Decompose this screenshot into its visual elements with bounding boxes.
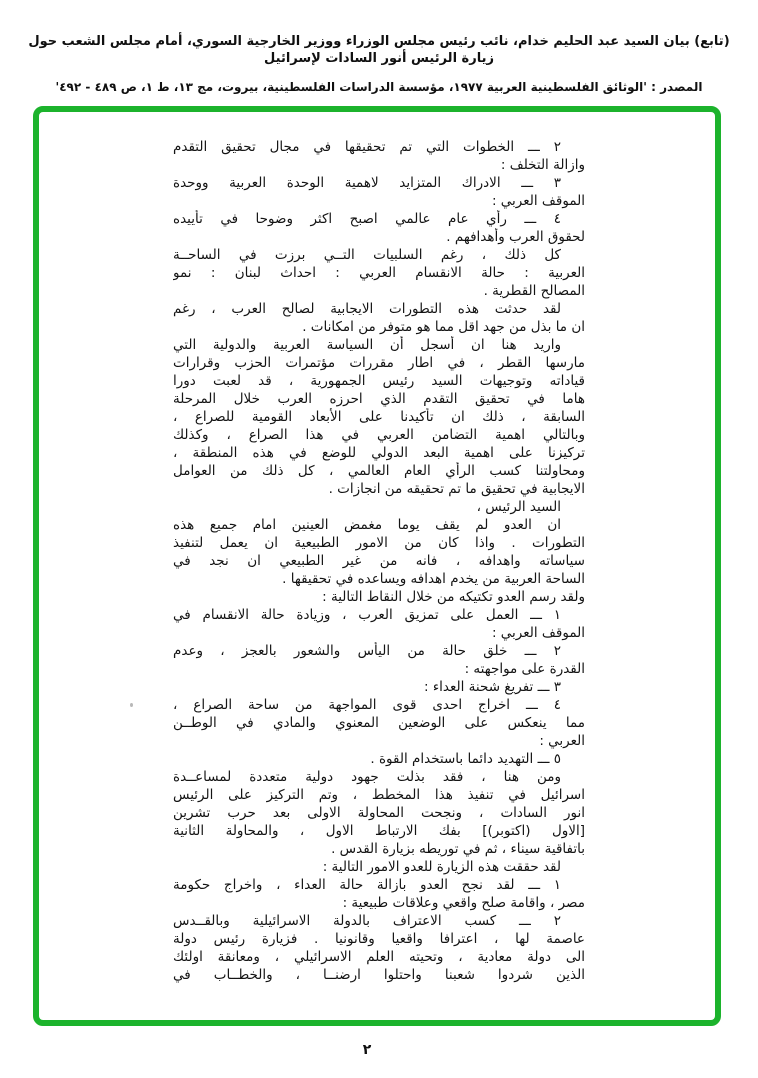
text-line: ١ ـــ العمل على تمزيق العرب ، وزيادة حالة الانقسام في xyxy=(173,607,561,623)
text-line: [الاول (اكتوبر)] بفك الارتباط الاول ، والمحاولة الثانية xyxy=(173,823,585,839)
text-line: مارسها القطر ، في اطار مقررات مؤتمرات الحزب وقرارات xyxy=(173,355,585,371)
text-line: الايجابية في تحقيق ما تم تحقيقه من انجازات . xyxy=(328,481,585,497)
header-title: (تابع) بيان السيد عبد الحليم خدام، نائب رئيس مجلس الوزراء ووزير الخارجية السوري، أمام مجلس الشعب حول زيارة الرئيس أنور السادات لإسرائيل xyxy=(28,34,730,66)
text-line: ومن هنا ، فقد بذلت جهود دولية متعددة لمساعــدة xyxy=(173,769,561,785)
text-line: سياساته واهدافه ، فانه من غير الطبيعي ان نجد في xyxy=(173,553,585,569)
text-line: العربي : xyxy=(539,733,585,749)
text-line: السيد الرئيس ، xyxy=(476,499,561,515)
text-line: هاما في تحقيق التقدم الذي احرزه العرب خلال المرحلة xyxy=(173,391,585,407)
text-line: تركيزنا على اهمية البعد الدولي للوضع في هذه المنطقة ، xyxy=(173,445,585,461)
text-line: مصر ، واقامة صلح واقعي وعلاقات طبيعية : xyxy=(342,895,585,911)
text-line: الذين شردوا شعبنا واحتلوا ارضنــا ، والخطــاب في xyxy=(173,967,585,983)
text-line: لقد حققت هذه الزيارة للعدو الامور التالية : xyxy=(322,859,561,875)
text-line: ٢ ـــ خلق حالة من اليأس والشعور بالعجز ، وعدم xyxy=(173,643,561,659)
text-line: القدرة على مواجهته : xyxy=(464,661,585,677)
text-line: ١ ـــ لقد نجح العدو بازالة حالة العداء ، واخراج حكومة xyxy=(173,877,561,893)
document-body-text xyxy=(173,138,585,984)
text-line: ٢ ـــ كسب الاعتراف بالدولة الاسرائيلية وبالقــدس xyxy=(173,913,561,929)
text-line: لحقوق العرب وأهدافهم . xyxy=(446,229,585,245)
text-line: وبالتالي اهمية التضامن العربي في هذا الصراع ، وكذلك xyxy=(173,427,585,443)
text-line: ان العدو لم يقف يوما مغمض العينين امام جميع هذه xyxy=(173,517,561,533)
text-line: الموقف العربي : xyxy=(491,625,585,641)
text-line: ٥ ـــ التهديد دائما باستخدام القوة . xyxy=(370,751,561,767)
text-line: السابقة ، ذلك ان تأكيدنا على الأبعاد القومية للصراع ، xyxy=(173,409,585,425)
text-line: ومحاولتنا كسب الرأي العام العالمي ، كل ذلك من العوامل xyxy=(173,463,585,479)
text-line: ٣ ـــ الادراك المتزايد لاهمية الوحدة العربية ووحدة xyxy=(173,175,561,191)
text-line: انور السادات ، ونجحت المحاولة الاولى بعد حرب تشرين xyxy=(173,805,585,821)
text-line: المصالح القطرية . xyxy=(483,283,585,299)
scan-artifact-dot xyxy=(130,703,133,707)
text-line: ٤ ـــ رأي عام عالمي اصبح اكثر وضوحا في تأييده xyxy=(173,211,561,227)
header-source: المصدر : 'الوثائق الفلسطينية العربية ١٩٧٧، مؤسسة الدراسات الفلسطينية، بيروت، مج ١٣، ط ١، ص ٤٨٩ - ٤٩٢' xyxy=(55,80,703,94)
document-header xyxy=(0,33,758,95)
text-line: ٤ ـــ اخراج احدى قوى المواجهة من ساحة الصراع ، xyxy=(173,697,561,713)
text-line: كل ذلك ، رغم السلبيات التــي برزت في الساحــة xyxy=(173,247,561,263)
text-line: التطورات . واذا كان من الامور الطبيعية ان يعمل لتنفيذ xyxy=(173,535,585,551)
text-line: قياداته وتوجيهات السيد رئيس الجمهورية ، قد لعبت دورا xyxy=(173,373,585,389)
text-line: الى دولة معادية ، وتحيته العلم الاسرائيلي ، ومعانقة اولئك xyxy=(173,949,585,965)
text-line: العربية : حالة الانقسام العربي : احداث لبنان : نمو xyxy=(173,265,585,281)
text-line: ٢ ـــ الخطوات التي تم تحقيقها في مجال تحقيق التقدم xyxy=(173,139,561,155)
text-line: الساحة العربية من يخدم اهدافه ويساعده في تحقيقها . xyxy=(282,571,585,587)
text-line: ان ما بذل من جهد اقل مما هو متوفر من امكانات . xyxy=(302,319,585,335)
text-line: ٣ ـــ تفريغ شحنة العداء : xyxy=(423,679,561,695)
text-line: وازالة التخلف : xyxy=(500,157,585,173)
text-line: ولقد رسم العدو تكتيكه من خلال النقاط التالية : xyxy=(322,589,585,605)
text-line: اسرائيل في تنفيذ هذا المخطط ، وتم التركيز على الرئيس xyxy=(173,787,585,803)
text-line: باتفاقية سيناء ، ثم في توريطه بزيارة القدس . xyxy=(331,841,585,857)
text-line: عاصمة لها ، اعترافا واقعيا وقانونيا . فزيارة رئيس دولة xyxy=(173,931,585,947)
page-number: ٢ xyxy=(362,1042,372,1058)
text-line: الموقف العربي : xyxy=(491,193,585,209)
text-line: لقد حدثت هذه التطورات الايجابية لصالح العرب ، رغم xyxy=(173,301,561,317)
text-line: واريد هنا ان أسجل أن السياسة العربية والدولية التي xyxy=(173,337,561,353)
text-line: مما ينعكس على الوضعين المعنوي والمادي في الوطــن xyxy=(173,715,585,731)
